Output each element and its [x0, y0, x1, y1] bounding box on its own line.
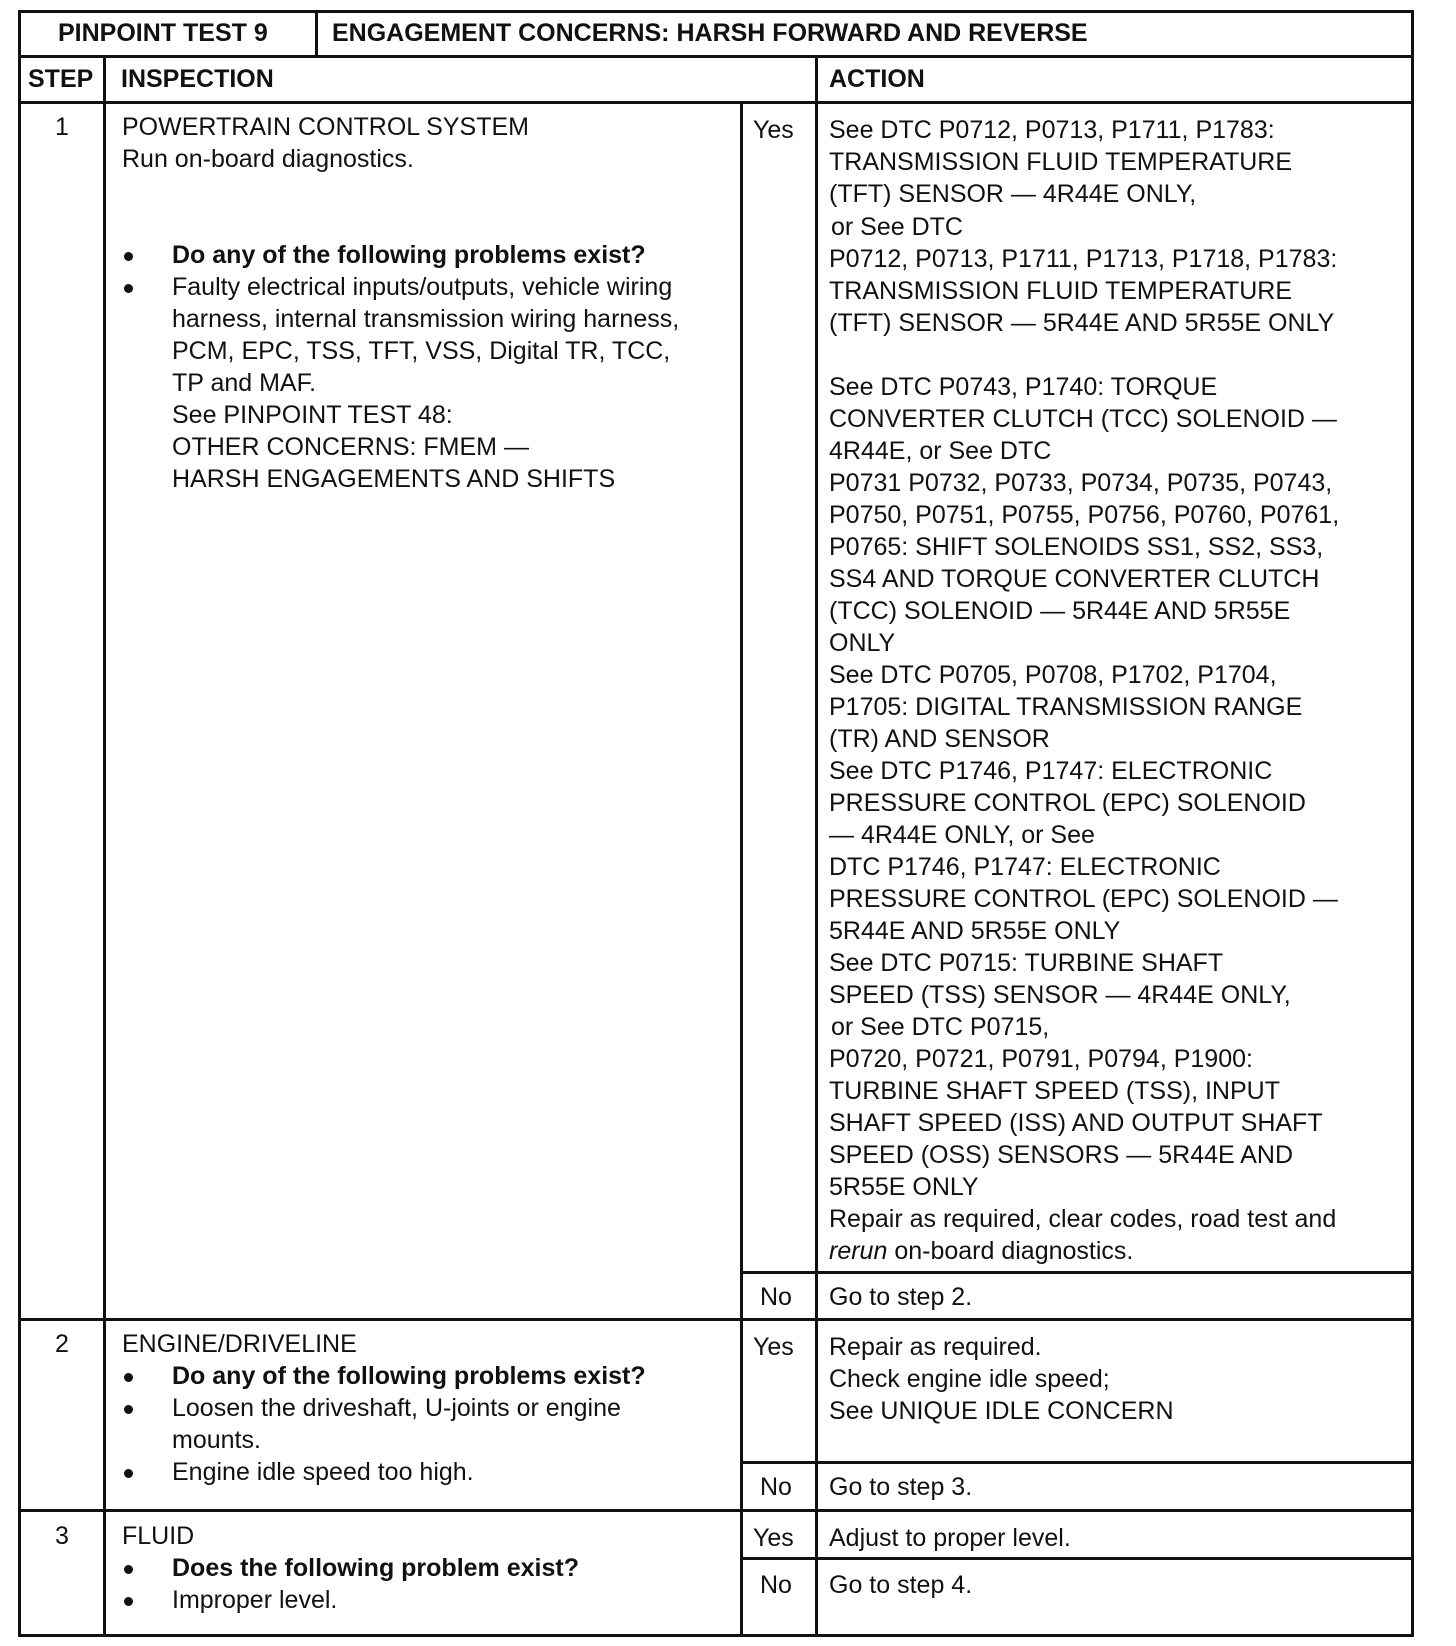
- step1-bullet-1: [124, 252, 133, 261]
- step3-bullet-1: [124, 1565, 133, 1574]
- action-line: SHAFT SPEED (ISS) AND OUTPUT SHAFT: [829, 1109, 1323, 1137]
- step3-no-label: No: [760, 1571, 792, 1599]
- step2-problem-line: Loosen the driveshaft, U-joints or engine: [172, 1394, 621, 1422]
- step1-title: POWERTRAIN CONTROL SYSTEM: [122, 113, 529, 141]
- step2-bullet-1: [124, 1373, 133, 1382]
- yesno-column-rule-left: [740, 101, 743, 1637]
- step1-problem-line: HARSH ENGAGEMENTS AND SHIFTS: [172, 465, 616, 493]
- action-emphasis: rerun: [829, 1237, 888, 1265]
- step2-no-label: No: [760, 1473, 792, 1501]
- step1-problem-line: PCM, EPC, TSS, TFT, VSS, Digital TR, TCC,: [172, 337, 671, 365]
- step3-yesno-rule: [740, 1557, 1414, 1560]
- action-line: TURBINE SHAFT SPEED (TSS), INPUT: [829, 1077, 1280, 1105]
- step3-number: 3: [55, 1522, 69, 1550]
- action-line: (TFT) SENSOR — 5R44E AND 5R55E ONLY: [829, 309, 1335, 337]
- action-line: SS4 AND TORQUE CONVERTER CLUTCH: [829, 565, 1320, 593]
- step1-no-label: No: [760, 1283, 792, 1311]
- action-line: or See DTC: [831, 213, 963, 241]
- action-line: See DTC P0715: TURBINE SHAFT: [829, 949, 1224, 977]
- step2-problem-line: mounts.: [172, 1426, 261, 1454]
- action-line: P0765: SHIFT SOLENOIDS SS1, SS2, SS3,: [829, 533, 1324, 561]
- step2-yes-label: Yes: [753, 1333, 794, 1361]
- step2-action-line: Repair as required.: [829, 1333, 1042, 1361]
- action-line: P0731 P0732, P0733, P0734, P0735, P0743,: [829, 469, 1333, 497]
- action-line: SPEED (OSS) SENSORS — 5R44E AND: [829, 1141, 1294, 1169]
- step3-no-action: Go to step 4.: [829, 1571, 973, 1599]
- action-line: See DTC P0743, P1740: TORQUE: [829, 373, 1218, 401]
- action-line: P0712, P0713, P1711, P1713, P1718, P1783:: [829, 245, 1338, 273]
- step2-action-line: See UNIQUE IDLE CONCERN: [829, 1397, 1174, 1425]
- action-line: See DTC P1746, P1747: ELECTRONIC: [829, 757, 1273, 785]
- action-line: 5R44E AND 5R55E ONLY: [829, 917, 1121, 945]
- step3-title: FLUID: [122, 1522, 195, 1550]
- step2-problem-line: Engine idle speed too high.: [172, 1458, 474, 1486]
- step-column-header: STEP: [28, 65, 94, 93]
- action-line: P1705: DIGITAL TRANSMISSION RANGE: [829, 693, 1303, 721]
- test-label: PINPOINT TEST 9: [58, 19, 268, 47]
- action-line: PRESSURE CONTROL (EPC) SOLENOID: [829, 789, 1306, 817]
- step1-yesno-rule: [740, 1271, 1414, 1274]
- action-line-last: [829, 1235, 1133, 1267]
- step1-bottom-rule: [18, 1318, 1414, 1321]
- step-column-rule: [103, 101, 106, 1637]
- action-line: DTC P1746, P1747: ELECTRONIC: [829, 853, 1221, 881]
- step2-no-action: Go to step 3.: [829, 1473, 973, 1501]
- action-line: TRANSMISSION FLUID TEMPERATURE: [829, 277, 1293, 305]
- step1-bullet-2: [124, 284, 133, 293]
- yesno-column-rule-right: [815, 101, 818, 1637]
- step2-action-line: Check engine idle speed;: [829, 1365, 1110, 1393]
- action-line: PRESSURE CONTROL (EPC) SOLENOID —: [829, 885, 1338, 913]
- action-line: — 4R44E ONLY, or See: [829, 821, 1095, 849]
- step1-problem-line: harness, internal transmission wiring harness,: [172, 305, 680, 333]
- action-line: or See DTC P0715,: [831, 1013, 1050, 1041]
- step1-instruction: Run on-board diagnostics.: [122, 145, 414, 173]
- action-text: on-board diagnostics.: [887, 1237, 1134, 1265]
- step1-problem-line: OTHER CONCERNS: FMEM —: [172, 433, 529, 461]
- step2-question: Do any of the following problems exist?: [172, 1362, 646, 1390]
- pinpoint-test-table: [18, 10, 1414, 1640]
- action-line: See DTC P0705, P0708, P1702, P1704,: [829, 661, 1277, 689]
- action-line: P0720, P0721, P0791, P0794, P1900:: [829, 1045, 1253, 1073]
- step1-problem-line: Faulty electrical inputs/outputs, vehicle wiring: [172, 273, 673, 301]
- step1-yes-label: Yes: [753, 116, 794, 144]
- step2-yesno-rule: [740, 1461, 1414, 1464]
- step2-number: 2: [55, 1330, 69, 1358]
- step3-question: Does the following problem exist?: [172, 1554, 579, 1582]
- step1-problem-line: See PINPOINT TEST 48:: [172, 401, 453, 429]
- step1-question: Do any of the following problems exist?: [172, 241, 646, 269]
- step3-bullet-2: [124, 1597, 133, 1606]
- action-line: (TR) AND SENSOR: [829, 725, 1050, 753]
- step1-no-action: Go to step 2.: [829, 1283, 973, 1311]
- action-line: SPEED (TSS) SENSOR — 4R44E ONLY,: [829, 981, 1291, 1009]
- step3-yes-action: Adjust to proper level.: [829, 1524, 1071, 1552]
- test-title: ENGAGEMENT CONCERNS: HARSH FORWARD AND REVERSE: [332, 19, 1088, 47]
- action-line: See DTC P0712, P0713, P1711, P1783:: [829, 116, 1275, 144]
- action-line: ONLY: [829, 629, 896, 657]
- step2-bullet-3: [124, 1469, 133, 1478]
- step2-bullet-2: [124, 1405, 133, 1414]
- step2-bottom-rule: [18, 1509, 1414, 1512]
- action-line: Repair as required, clear codes, road test and: [829, 1205, 1337, 1233]
- action-line: P0750, P0751, P0755, P0756, P0760, P0761,: [829, 501, 1340, 529]
- action-column-header: ACTION: [829, 65, 925, 93]
- step1-problem-line: TP and MAF.: [172, 369, 317, 397]
- inspection-column-header: INSPECTION: [121, 65, 274, 93]
- step2-title: ENGINE/DRIVELINE: [122, 1330, 357, 1358]
- step3-yes-label: Yes: [753, 1524, 794, 1552]
- step1-number: 1: [55, 113, 69, 141]
- action-line: (TCC) SOLENOID — 5R44E AND 5R55E: [829, 597, 1291, 625]
- step3-problem-line: Improper level.: [172, 1586, 338, 1614]
- action-line: TRANSMISSION FLUID TEMPERATURE: [829, 148, 1293, 176]
- action-line: 4R44E, or See DTC: [829, 437, 1052, 465]
- action-line: (TFT) SENSOR — 4R44E ONLY,: [829, 180, 1197, 208]
- action-line: CONVERTER CLUTCH (TCC) SOLENOID —: [829, 405, 1337, 433]
- action-line: 5R55E ONLY: [829, 1173, 979, 1201]
